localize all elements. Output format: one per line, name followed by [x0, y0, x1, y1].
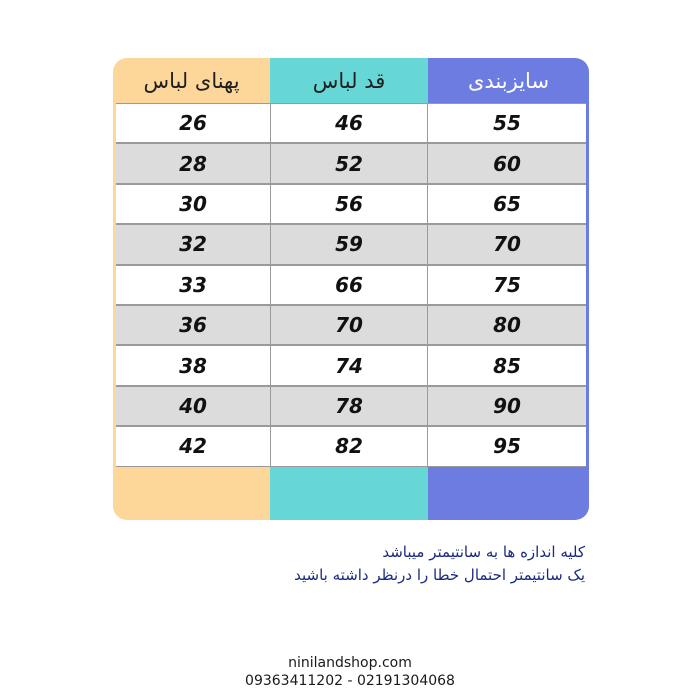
- table-row: [116, 224, 586, 264]
- size-cell: 55: [493, 111, 521, 136]
- header-size: سایزبندی: [467, 68, 550, 93]
- length-cell: 59: [270, 225, 428, 263]
- size-cell: 85: [493, 353, 521, 378]
- width-cell: 38: [179, 353, 207, 378]
- length-cell: 56: [270, 185, 428, 223]
- table-row: [116, 345, 586, 385]
- length-cell: 82: [270, 427, 428, 465]
- header-width: پهنای لباس: [143, 68, 240, 93]
- length-cell: 52: [270, 144, 428, 182]
- table-row: [116, 426, 586, 466]
- table-row: [116, 265, 586, 305]
- size-cell: 95: [493, 434, 521, 459]
- website-text: ninilandshop.com: [288, 655, 412, 671]
- phone-numbers: 09363411202 - 02191304068: [245, 673, 455, 689]
- width-cell: 26: [179, 111, 207, 136]
- size-cell: 90: [493, 393, 521, 418]
- size-cell: 65: [493, 191, 521, 216]
- length-cell: 66: [270, 266, 428, 304]
- size-cell: 80: [493, 313, 521, 338]
- width-cell: 40: [179, 393, 207, 418]
- width-cell: 33: [179, 272, 207, 297]
- size-cell: 60: [493, 151, 521, 176]
- width-cell: 36: [179, 313, 207, 338]
- width-cell: 30: [179, 191, 207, 216]
- table-row: [116, 103, 586, 143]
- measurement-unit-note: کلیه اندازه ها به سانتیمتر میباشد: [382, 543, 585, 561]
- table-body: [116, 103, 586, 467]
- size-cell: 70: [493, 232, 521, 257]
- size-cell: 75: [493, 272, 521, 297]
- table-row: [116, 305, 586, 345]
- length-cell: 74: [270, 346, 428, 384]
- width-cell: 42: [179, 434, 207, 459]
- tolerance-note: یک سانتیمتر احتمال خطا را درنظر داشته باشید: [294, 566, 585, 584]
- length-cell: 78: [270, 387, 428, 425]
- table-row: [116, 184, 586, 224]
- size-chart: [113, 58, 589, 520]
- length-cell: 46: [270, 104, 428, 142]
- width-cell: 32: [179, 232, 207, 257]
- header-length: قد لباس: [312, 68, 386, 93]
- table-row: [116, 386, 586, 426]
- width-cell: 28: [179, 151, 207, 176]
- length-cell: 70: [270, 306, 428, 344]
- table-row: [116, 143, 586, 183]
